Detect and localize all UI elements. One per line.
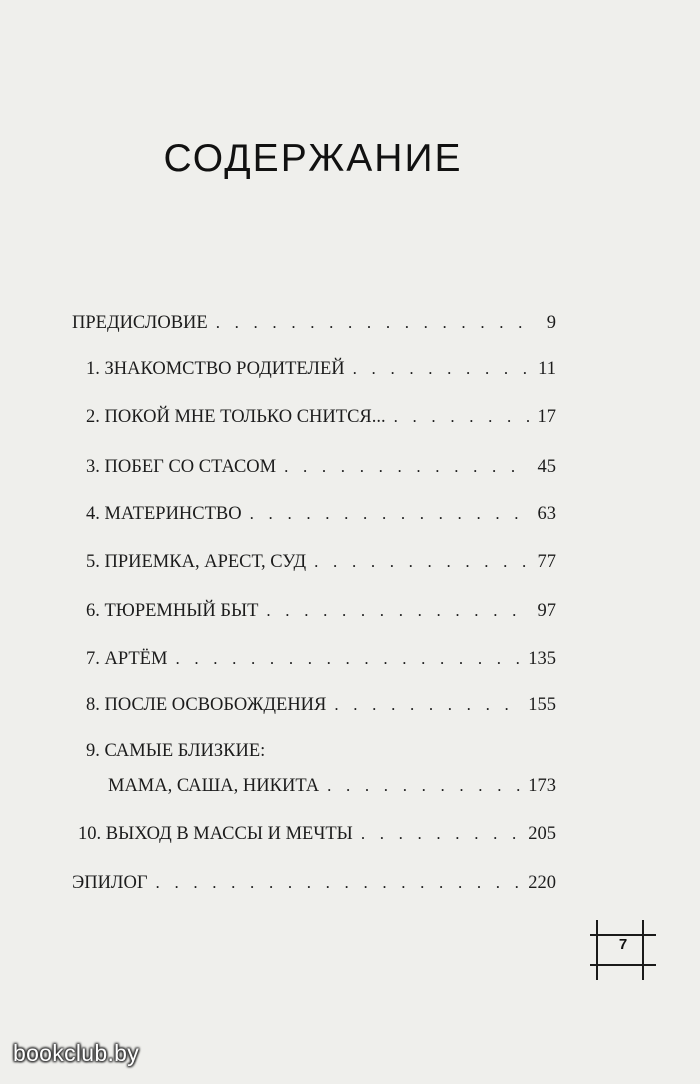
- toc-entry-label: 4. МАТЕРИНСТВО: [86, 504, 242, 524]
- toc-leader-dots: [394, 406, 530, 428]
- toc-entry-label: ПРЕДИСЛОВИЕ: [72, 313, 208, 333]
- toc-entry-page: 17: [537, 407, 556, 427]
- toc-entry-label: ЭПИЛОГ: [72, 873, 148, 893]
- toc-entry-page: 135: [528, 649, 556, 669]
- toc-entry-page: 11: [538, 359, 556, 379]
- toc-entry-page: 155: [528, 695, 556, 715]
- toc-entry-label-line1: 9. САМЫЕ БЛИЗКИЕ:: [86, 741, 266, 761]
- toc-leader-dots: [327, 775, 522, 797]
- toc-entry: [86, 456, 556, 478]
- toc-entry-label: 10. ВЫХОД В МАССЫ И МЕЧТЫ: [78, 824, 353, 844]
- toc-entry-page: 173: [528, 776, 556, 796]
- toc-entry: [72, 872, 556, 894]
- toc-leader-dots: [353, 358, 530, 380]
- toc-entry: [86, 600, 556, 622]
- toc-entry-label: 1. ЗНАКОМСТВО РОДИТЕЛЕЙ: [86, 359, 345, 379]
- toc-entry: [108, 775, 556, 797]
- toc-leader-dots: [175, 648, 522, 670]
- toc-entry-label: 8. ПОСЛЕ ОСВОБОЖДЕНИЯ: [86, 695, 327, 715]
- toc-entry-label: 5. ПРИЕМКА, АРЕСТ, СУД: [86, 552, 307, 572]
- toc-entry: [86, 694, 556, 716]
- watermark-text: bookclub.by: [13, 1040, 140, 1066]
- toc-entry-label: 7. АРТЁМ: [86, 649, 168, 669]
- toc-entry: [86, 648, 556, 670]
- toc-leader-dots: [266, 600, 530, 622]
- toc-entry-label: 3. ПОБЕГ СО СТАСОМ: [86, 457, 277, 477]
- toc-entry-label: МАМА, САША, НИКИТА: [108, 776, 320, 796]
- toc-entry-page: 97: [537, 601, 556, 621]
- toc-entry-page: 220: [528, 873, 556, 893]
- toc-entry: [86, 503, 556, 525]
- toc-entry: [72, 312, 556, 334]
- toc-leader-dots: [250, 503, 530, 525]
- toc-entry-page: 63: [537, 504, 556, 524]
- toc-entry: [78, 823, 556, 845]
- page-title: СОДЕРЖАНИЕ: [163, 137, 463, 180]
- toc-leader-dots: [361, 823, 522, 845]
- toc-leader-dots: [334, 694, 522, 716]
- toc-entry-label: 6. ТЮРЕМНЫЙ БЫТ: [86, 601, 259, 621]
- toc-leader-dots: [216, 312, 530, 334]
- toc-entry: [86, 358, 556, 380]
- toc-leader-dots: [156, 872, 523, 894]
- page-number: 7: [618, 936, 628, 953]
- toc-entry: [86, 406, 556, 428]
- toc-entry-page: 205: [528, 824, 556, 844]
- toc-leader-dots: [314, 551, 530, 573]
- toc-entry-page: 45: [537, 457, 556, 477]
- toc-entry-label: 2. ПОКОЙ МНЕ ТОЛЬКО СНИТСЯ...: [86, 407, 386, 427]
- toc-entry-page: 9: [546, 313, 556, 333]
- toc-entry-page: 77: [537, 552, 556, 572]
- toc-leader-dots: [284, 456, 530, 478]
- toc-entry: [86, 551, 556, 573]
